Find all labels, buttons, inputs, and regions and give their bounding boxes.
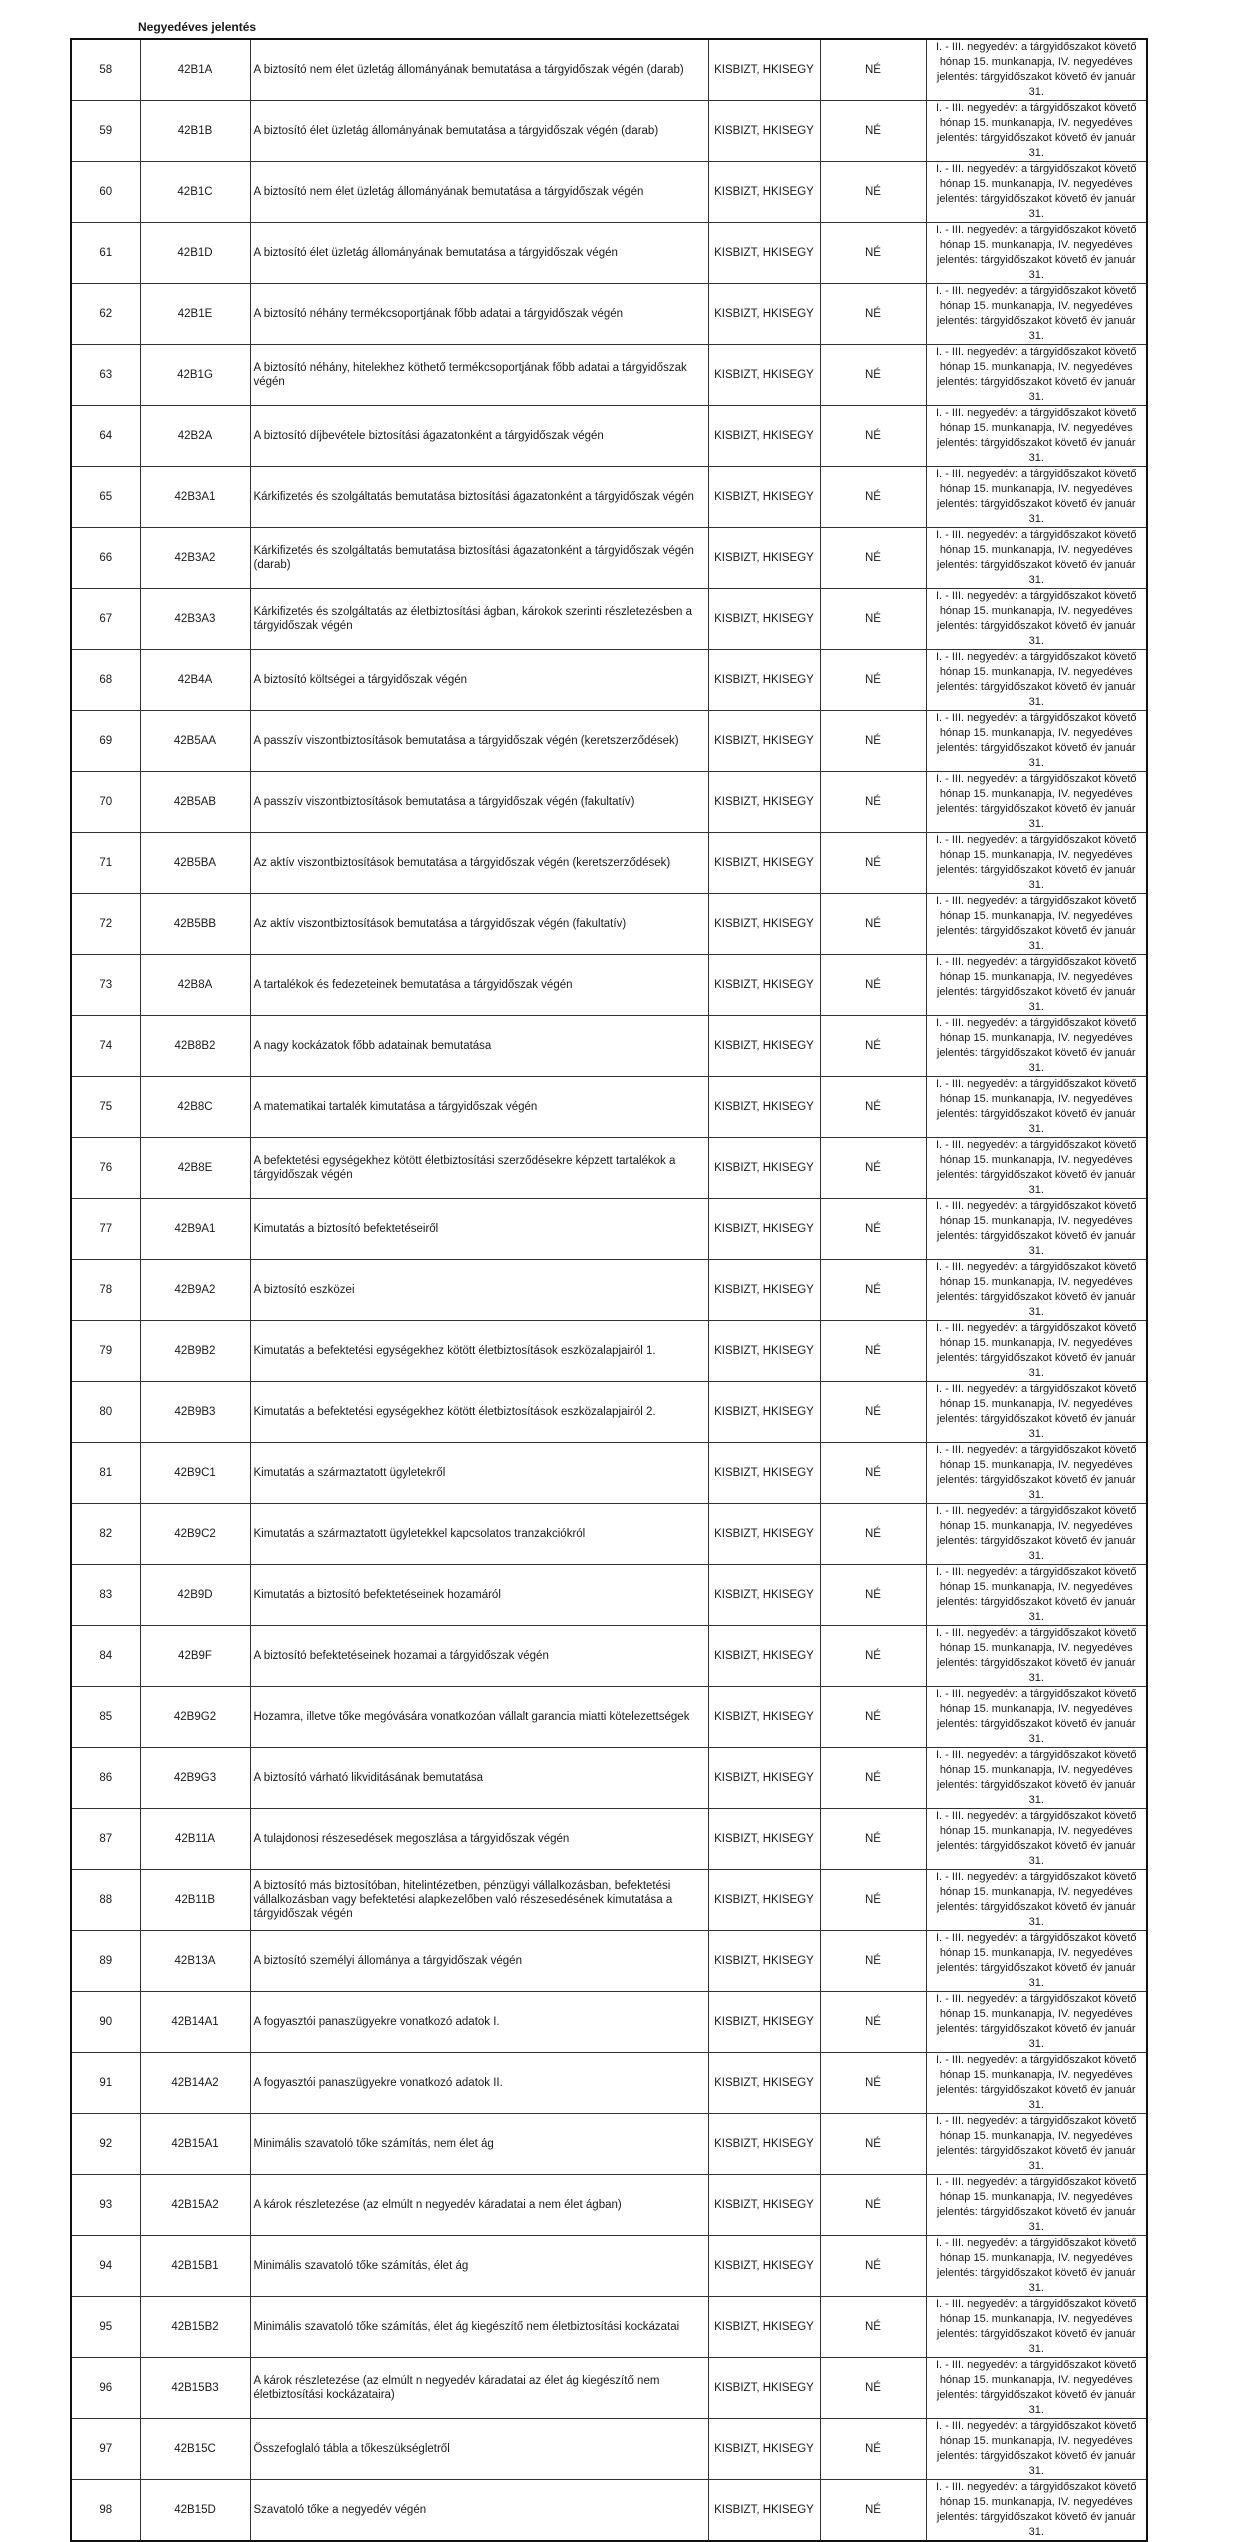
description-cell: Hozamra, illetve tőke megóvására vonatkozóan vállalt garancia miatti kötelezettségek	[250, 1687, 708, 1748]
description-cell: A fogyasztói panaszügyekre vonatkozó adatok I.	[250, 1992, 708, 2053]
row-number-cell: 64	[71, 406, 140, 467]
deadline-cell: I. - III. negyedév: a tárgyidőszakot követő hónap 15. munkanapja, IV. negyedéves jelentés: tárgyidőszakot követő év január 31.	[926, 1443, 1147, 1504]
system-cell: KISBIZT, HKISEGY	[708, 101, 820, 162]
ne-cell: NÉ	[820, 101, 926, 162]
row-number-cell: 88	[71, 1870, 140, 1931]
description-cell: Kimutatás a befektetési egységekhez kötött életbiztosítások eszközalapjairól 2.	[250, 1382, 708, 1443]
row-number-cell: 89	[71, 1931, 140, 1992]
system-cell: KISBIZT, HKISEGY	[708, 1382, 820, 1443]
table-row	[71, 1809, 1147, 1870]
ne-cell: NÉ	[820, 2114, 926, 2175]
deadline-cell: I. - III. negyedév: a tárgyidőszakot követő hónap 15. munkanapja, IV. negyedéves jelentés: tárgyidőszakot követő év január 31.	[926, 2114, 1147, 2175]
description-cell: A károk részletezése (az elmúlt n negyedév káradatai az élet ág kiegészítő nem életbiztosítási kockázataira)	[250, 2358, 708, 2419]
deadline-cell: I. - III. negyedév: a tárgyidőszakot követő hónap 15. munkanapja, IV. negyedéves jelentés: tárgyidőszakot követő év január 31.	[926, 1870, 1147, 1931]
ne-cell: NÉ	[820, 1321, 926, 1382]
ne-cell: NÉ	[820, 2297, 926, 2358]
ne-cell: NÉ	[820, 1260, 926, 1321]
description-cell: A biztosító más biztosítóban, hitelintézetben, pénzügyi vállalkozásban, befektetési vállalkozásban vagy befektetési alapkezelőben való részesedésének kimutatása a tárgyidőszak végén	[250, 1870, 708, 1931]
report-table-body	[71, 39, 1147, 2541]
ne-cell: NÉ	[820, 833, 926, 894]
deadline-cell: I. - III. negyedév: a tárgyidőszakot követő hónap 15. munkanapja, IV. negyedéves jelentés: tárgyidőszakot követő év január 31.	[926, 2236, 1147, 2297]
table-row	[71, 2236, 1147, 2297]
deadline-cell: I. - III. negyedév: a tárgyidőszakot követő hónap 15. munkanapja, IV. negyedéves jelentés: tárgyidőszakot követő év január 31.	[926, 2419, 1147, 2480]
row-number-cell: 95	[71, 2297, 140, 2358]
row-number-cell: 68	[71, 650, 140, 711]
table-row	[71, 284, 1147, 345]
table-code-cell: 42B8C	[140, 1077, 250, 1138]
table-row	[71, 1504, 1147, 1565]
deadline-cell: I. - III. negyedév: a tárgyidőszakot követő hónap 15. munkanapja, IV. negyedéves jelentés: tárgyidőszakot követő év január 31.	[926, 1260, 1147, 1321]
table-row	[71, 467, 1147, 528]
row-number-cell: 79	[71, 1321, 140, 1382]
table-code-cell: 42B1G	[140, 345, 250, 406]
description-cell: Minimális szavatoló tőke számítás, élet ág	[250, 2236, 708, 2297]
table-row	[71, 2297, 1147, 2358]
deadline-cell: I. - III. negyedév: a tárgyidőszakot követő hónap 15. munkanapja, IV. negyedéves jelentés: tárgyidőszakot követő év január 31.	[926, 1931, 1147, 1992]
row-number-cell: 85	[71, 1687, 140, 1748]
row-number-cell: 63	[71, 345, 140, 406]
row-number-cell: 83	[71, 1565, 140, 1626]
table-code-cell: 42B9B3	[140, 1382, 250, 1443]
description-cell: Minimális szavatoló tőke számítás, nem élet ág	[250, 2114, 708, 2175]
system-cell: KISBIZT, HKISEGY	[708, 650, 820, 711]
table-row	[71, 162, 1147, 223]
row-number-cell: 91	[71, 2053, 140, 2114]
row-number-cell: 60	[71, 162, 140, 223]
table-row	[71, 528, 1147, 589]
system-cell: KISBIZT, HKISEGY	[708, 833, 820, 894]
row-number-cell: 96	[71, 2358, 140, 2419]
ne-cell: NÉ	[820, 284, 926, 345]
deadline-cell: I. - III. negyedév: a tárgyidőszakot követő hónap 15. munkanapja, IV. negyedéves jelentés: tárgyidőszakot követő év január 31.	[926, 1809, 1147, 1870]
row-number-cell: 75	[71, 1077, 140, 1138]
description-cell: Kimutatás a származtatott ügyletekkel kapcsolatos tranzakciókról	[250, 1504, 708, 1565]
table-row	[71, 2419, 1147, 2480]
table-row	[71, 2114, 1147, 2175]
ne-cell: NÉ	[820, 1199, 926, 1260]
table-row	[71, 1748, 1147, 1809]
table-code-cell: 42B15B2	[140, 2297, 250, 2358]
row-number-cell: 86	[71, 1748, 140, 1809]
deadline-cell: I. - III. negyedév: a tárgyidőszakot követő hónap 15. munkanapja, IV. negyedéves jelentés: tárgyidőszakot követő év január 31.	[926, 1199, 1147, 1260]
deadline-cell: I. - III. negyedév: a tárgyidőszakot követő hónap 15. munkanapja, IV. negyedéves jelentés: tárgyidőszakot követő év január 31.	[926, 711, 1147, 772]
deadline-cell: I. - III. negyedév: a tárgyidőszakot követő hónap 15. munkanapja, IV. negyedéves jelentés: tárgyidőszakot követő év január 31.	[926, 39, 1147, 101]
table-row	[71, 345, 1147, 406]
row-number-cell: 62	[71, 284, 140, 345]
system-cell: KISBIZT, HKISEGY	[708, 467, 820, 528]
system-cell: KISBIZT, HKISEGY	[708, 1321, 820, 1382]
ne-cell: NÉ	[820, 1382, 926, 1443]
row-number-cell: 76	[71, 1138, 140, 1199]
deadline-cell: I. - III. negyedév: a tárgyidőszakot követő hónap 15. munkanapja, IV. negyedéves jelentés: tárgyidőszakot követő év január 31.	[926, 284, 1147, 345]
deadline-cell: I. - III. negyedév: a tárgyidőszakot követő hónap 15. munkanapja, IV. negyedéves jelentés: tárgyidőszakot követő év január 31.	[926, 894, 1147, 955]
table-row	[71, 589, 1147, 650]
table-code-cell: 42B9B2	[140, 1321, 250, 1382]
deadline-cell: I. - III. negyedév: a tárgyidőszakot követő hónap 15. munkanapja, IV. negyedéves jelentés: tárgyidőszakot követő év január 31.	[926, 223, 1147, 284]
ne-cell: NÉ	[820, 2358, 926, 2419]
deadline-cell: I. - III. negyedév: a tárgyidőszakot követő hónap 15. munkanapja, IV. negyedéves jelentés: tárgyidőszakot követő év január 31.	[926, 1504, 1147, 1565]
system-cell: KISBIZT, HKISEGY	[708, 528, 820, 589]
description-cell: A biztosító nem élet üzletág állományának bemutatása a tárgyidőszak végén (darab)	[250, 39, 708, 101]
table-row	[71, 2053, 1147, 2114]
ne-cell: NÉ	[820, 162, 926, 223]
table-code-cell: 42B11A	[140, 1809, 250, 1870]
ne-cell: NÉ	[820, 894, 926, 955]
table-row	[71, 1687, 1147, 1748]
deadline-cell: I. - III. negyedév: a tárgyidőszakot követő hónap 15. munkanapja, IV. negyedéves jelentés: tárgyidőszakot követő év január 31.	[926, 1992, 1147, 2053]
table-row	[71, 955, 1147, 1016]
system-cell: KISBIZT, HKISEGY	[708, 711, 820, 772]
table-code-cell: 42B1D	[140, 223, 250, 284]
system-cell: KISBIZT, HKISEGY	[708, 1504, 820, 1565]
deadline-cell: I. - III. negyedév: a tárgyidőszakot követő hónap 15. munkanapja, IV. negyedéves jelentés: tárgyidőszakot követő év január 31.	[926, 345, 1147, 406]
system-cell: KISBIZT, HKISEGY	[708, 1931, 820, 1992]
row-number-cell: 81	[71, 1443, 140, 1504]
row-number-cell: 98	[71, 2480, 140, 2542]
system-cell: KISBIZT, HKISEGY	[708, 223, 820, 284]
table-row	[71, 1138, 1147, 1199]
table-row	[71, 650, 1147, 711]
deadline-cell: I. - III. negyedév: a tárgyidőszakot követő hónap 15. munkanapja, IV. negyedéves jelentés: tárgyidőszakot követő év január 31.	[926, 1565, 1147, 1626]
table-code-cell: 42B9A2	[140, 1260, 250, 1321]
system-cell: KISBIZT, HKISEGY	[708, 1626, 820, 1687]
table-row	[71, 1565, 1147, 1626]
ne-cell: NÉ	[820, 1565, 926, 1626]
system-cell: KISBIZT, HKISEGY	[708, 406, 820, 467]
description-cell: Kárkifizetés és szolgáltatás bemutatása biztosítási ágazatonként a tárgyidőszak végén (darab)	[250, 528, 708, 589]
row-number-cell: 65	[71, 467, 140, 528]
ne-cell: NÉ	[820, 223, 926, 284]
ne-cell: NÉ	[820, 2053, 926, 2114]
system-cell: KISBIZT, HKISEGY	[708, 894, 820, 955]
table-code-cell: 42B15D	[140, 2480, 250, 2542]
table-code-cell: 42B15B3	[140, 2358, 250, 2419]
table-code-cell: 42B9C1	[140, 1443, 250, 1504]
ne-cell: NÉ	[820, 1077, 926, 1138]
table-row	[71, 1992, 1147, 2053]
row-number-cell: 69	[71, 711, 140, 772]
system-cell: KISBIZT, HKISEGY	[708, 162, 820, 223]
ne-cell: NÉ	[820, 1931, 926, 1992]
description-cell: A biztosító élet üzletág állományának bemutatása a tárgyidőszak végén	[250, 223, 708, 284]
table-code-cell: 42B3A3	[140, 589, 250, 650]
deadline-cell: I. - III. negyedév: a tárgyidőszakot követő hónap 15. munkanapja, IV. negyedéves jelentés: tárgyidőszakot követő év január 31.	[926, 589, 1147, 650]
description-cell: A fogyasztói panaszügyekre vonatkozó adatok II.	[250, 2053, 708, 2114]
table-row	[71, 101, 1147, 162]
table-code-cell: 42B9C2	[140, 1504, 250, 1565]
row-number-cell: 58	[71, 39, 140, 101]
description-cell: A biztosító néhány termékcsoportjának főbb adatai a tárgyidőszak végén	[250, 284, 708, 345]
ne-cell: NÉ	[820, 1870, 926, 1931]
table-code-cell: 42B2A	[140, 406, 250, 467]
system-cell: KISBIZT, HKISEGY	[708, 1260, 820, 1321]
description-cell: Szavatoló tőke a negyedév végén	[250, 2480, 708, 2542]
ne-cell: NÉ	[820, 2236, 926, 2297]
table-code-cell: 42B14A1	[140, 1992, 250, 2053]
table-code-cell: 42B15C	[140, 2419, 250, 2480]
system-cell: KISBIZT, HKISEGY	[708, 2053, 820, 2114]
row-number-cell: 67	[71, 589, 140, 650]
system-cell: KISBIZT, HKISEGY	[708, 1199, 820, 1260]
table-code-cell: 42B5AB	[140, 772, 250, 833]
system-cell: KISBIZT, HKISEGY	[708, 1687, 820, 1748]
deadline-cell: I. - III. negyedév: a tárgyidőszakot követő hónap 15. munkanapja, IV. negyedéves jelentés: tárgyidőszakot követő év január 31.	[926, 467, 1147, 528]
ne-cell: NÉ	[820, 1504, 926, 1565]
table-row	[71, 1382, 1147, 1443]
description-cell: Összefoglaló tábla a tőkeszükségletről	[250, 2419, 708, 2480]
system-cell: KISBIZT, HKISEGY	[708, 772, 820, 833]
deadline-cell: I. - III. negyedév: a tárgyidőszakot követő hónap 15. munkanapja, IV. negyedéves jelentés: tárgyidőszakot követő év január 31.	[926, 1382, 1147, 1443]
row-number-cell: 77	[71, 1199, 140, 1260]
deadline-cell: I. - III. negyedév: a tárgyidőszakot követő hónap 15. munkanapja, IV. negyedéves jelentés: tárgyidőszakot követő év január 31.	[926, 2480, 1147, 2542]
table-code-cell: 42B8E	[140, 1138, 250, 1199]
table-row	[71, 1260, 1147, 1321]
description-cell: Az aktív viszontbiztosítások bemutatása a tárgyidőszak végén (fakultatív)	[250, 894, 708, 955]
row-number-cell: 84	[71, 1626, 140, 1687]
ne-cell: NÉ	[820, 1016, 926, 1077]
system-cell: KISBIZT, HKISEGY	[708, 1138, 820, 1199]
table-row	[71, 2480, 1147, 2542]
deadline-cell: I. - III. negyedév: a tárgyidőszakot követő hónap 15. munkanapja, IV. negyedéves jelentés: tárgyidőszakot követő év január 31.	[926, 772, 1147, 833]
deadline-cell: I. - III. negyedév: a tárgyidőszakot követő hónap 15. munkanapja, IV. negyedéves jelentés: tárgyidőszakot követő év január 31.	[926, 2297, 1147, 2358]
table-code-cell: 42B5AA	[140, 711, 250, 772]
system-cell: KISBIZT, HKISEGY	[708, 2175, 820, 2236]
ne-cell: NÉ	[820, 345, 926, 406]
ne-cell: NÉ	[820, 406, 926, 467]
deadline-cell: I. - III. negyedév: a tárgyidőszakot követő hónap 15. munkanapja, IV. negyedéves jelentés: tárgyidőszakot követő év január 31.	[926, 833, 1147, 894]
row-number-cell: 66	[71, 528, 140, 589]
description-cell: A biztosító személyi állománya a tárgyidőszak végén	[250, 1931, 708, 1992]
table-code-cell: 42B9D	[140, 1565, 250, 1626]
table-code-cell: 42B5BA	[140, 833, 250, 894]
deadline-cell: I. - III. negyedév: a tárgyidőszakot követő hónap 15. munkanapja, IV. negyedéves jelentés: tárgyidőszakot követő év január 31.	[926, 1138, 1147, 1199]
system-cell: KISBIZT, HKISEGY	[708, 345, 820, 406]
ne-cell: NÉ	[820, 650, 926, 711]
table-code-cell: 42B15B1	[140, 2236, 250, 2297]
description-cell: Kárkifizetés és szolgáltatás az életbiztosítási ágban, károkok szerinti részletezésben a tárgyidőszak végén	[250, 589, 708, 650]
description-cell: Kimutatás a biztosító befektetéseinek hozamáról	[250, 1565, 708, 1626]
row-number-cell: 93	[71, 2175, 140, 2236]
ne-cell: NÉ	[820, 2419, 926, 2480]
description-cell: A nagy kockázatok főbb adatainak bemutatása	[250, 1016, 708, 1077]
table-code-cell: 42B1C	[140, 162, 250, 223]
ne-cell: NÉ	[820, 1687, 926, 1748]
deadline-cell: I. - III. negyedév: a tárgyidőszakot követő hónap 15. munkanapja, IV. negyedéves jelentés: tárgyidőszakot követő év január 31.	[926, 2358, 1147, 2419]
table-code-cell: 42B13A	[140, 1931, 250, 1992]
table-row	[71, 406, 1147, 467]
table-row	[71, 2358, 1147, 2419]
system-cell: KISBIZT, HKISEGY	[708, 589, 820, 650]
ne-cell: NÉ	[820, 1992, 926, 2053]
report-table	[70, 38, 1148, 2542]
ne-cell: NÉ	[820, 2480, 926, 2542]
table-row	[71, 1870, 1147, 1931]
deadline-cell: I. - III. negyedév: a tárgyidőszakot követő hónap 15. munkanapja, IV. negyedéves jelentés: tárgyidőszakot követő év január 31.	[926, 162, 1147, 223]
ne-cell: NÉ	[820, 711, 926, 772]
row-number-cell: 70	[71, 772, 140, 833]
table-code-cell: 42B5BB	[140, 894, 250, 955]
table-code-cell: 42B11B	[140, 1870, 250, 1931]
system-cell: KISBIZT, HKISEGY	[708, 2236, 820, 2297]
description-cell: A károk részletezése (az elmúlt n negyedév káradatai a nem élet ágban)	[250, 2175, 708, 2236]
table-code-cell: 42B1B	[140, 101, 250, 162]
deadline-cell: I. - III. negyedév: a tárgyidőszakot követő hónap 15. munkanapja, IV. negyedéves jelentés: tárgyidőszakot követő év január 31.	[926, 650, 1147, 711]
description-cell: A biztosító várható likviditásának bemutatása	[250, 1748, 708, 1809]
deadline-cell: I. - III. negyedév: a tárgyidőszakot követő hónap 15. munkanapja, IV. negyedéves jelentés: tárgyidőszakot követő év január 31.	[926, 1687, 1147, 1748]
row-number-cell: 87	[71, 1809, 140, 1870]
description-cell: A biztosító néhány, hitelekhez köthető termékcsoportjának főbb adatai a tárgyidőszak végén	[250, 345, 708, 406]
deadline-cell: I. - III. negyedév: a tárgyidőszakot követő hónap 15. munkanapja, IV. negyedéves jelentés: tárgyidőszakot követő év január 31.	[926, 528, 1147, 589]
ne-cell: NÉ	[820, 589, 926, 650]
description-cell: A biztosító nem élet üzletág állományának bemutatása a tárgyidőszak végén	[250, 162, 708, 223]
row-number-cell: 92	[71, 2114, 140, 2175]
description-cell: A biztosító befektetéseinek hozamai a tárgyidőszak végén	[250, 1626, 708, 1687]
table-code-cell: 42B4A	[140, 650, 250, 711]
system-cell: KISBIZT, HKISEGY	[708, 2419, 820, 2480]
deadline-cell: I. - III. negyedév: a tárgyidőszakot követő hónap 15. munkanapja, IV. negyedéves jelentés: tárgyidőszakot követő év január 31.	[926, 1016, 1147, 1077]
table-row	[71, 1443, 1147, 1504]
table-row	[71, 1931, 1147, 1992]
table-row	[71, 833, 1147, 894]
system-cell: KISBIZT, HKISEGY	[708, 1809, 820, 1870]
table-code-cell: 42B3A2	[140, 528, 250, 589]
table-row	[71, 711, 1147, 772]
row-number-cell: 90	[71, 1992, 140, 2053]
description-cell: A biztosító élet üzletág állományának bemutatása a tárgyidőszak végén (darab)	[250, 101, 708, 162]
deadline-cell: I. - III. negyedév: a tárgyidőszakot követő hónap 15. munkanapja, IV. negyedéves jelentés: tárgyidőszakot követő év január 31.	[926, 2053, 1147, 2114]
description-cell: A biztosító díjbevétele biztosítási ágazatonként a tárgyidőszak végén	[250, 406, 708, 467]
ne-cell: NÉ	[820, 1138, 926, 1199]
system-cell: KISBIZT, HKISEGY	[708, 2297, 820, 2358]
table-row	[71, 1016, 1147, 1077]
table-row	[71, 1626, 1147, 1687]
table-code-cell: 42B9G2	[140, 1687, 250, 1748]
page-title: Negyedéves jelentés	[138, 20, 257, 34]
ne-cell: NÉ	[820, 39, 926, 101]
row-number-cell: 97	[71, 2419, 140, 2480]
table-code-cell: 42B15A2	[140, 2175, 250, 2236]
row-number-cell: 59	[71, 101, 140, 162]
system-cell: KISBIZT, HKISEGY	[708, 1870, 820, 1931]
row-number-cell: 72	[71, 894, 140, 955]
table-code-cell: 42B9G3	[140, 1748, 250, 1809]
description-cell: A passzív viszontbiztosítások bemutatása a tárgyidőszak végén (keretszerződések)	[250, 711, 708, 772]
table-row	[71, 39, 1147, 101]
description-cell: Minimális szavatoló tőke számítás, élet ág kiegészítő nem életbiztosítási kockázatai	[250, 2297, 708, 2358]
system-cell: KISBIZT, HKISEGY	[708, 39, 820, 101]
deadline-cell: I. - III. negyedév: a tárgyidőszakot követő hónap 15. munkanapja, IV. negyedéves jelentés: tárgyidőszakot követő év január 31.	[926, 406, 1147, 467]
table-row	[71, 894, 1147, 955]
system-cell: KISBIZT, HKISEGY	[708, 1077, 820, 1138]
system-cell: KISBIZT, HKISEGY	[708, 1565, 820, 1626]
ne-cell: NÉ	[820, 1809, 926, 1870]
table-code-cell: 42B14A2	[140, 2053, 250, 2114]
table-code-cell: 42B1E	[140, 284, 250, 345]
deadline-cell: I. - III. negyedév: a tárgyidőszakot követő hónap 15. munkanapja, IV. negyedéves jelentés: tárgyidőszakot követő év január 31.	[926, 1321, 1147, 1382]
system-cell: KISBIZT, HKISEGY	[708, 1443, 820, 1504]
description-cell: Kimutatás a befektetési egységekhez kötött életbiztosítások eszközalapjairól 1.	[250, 1321, 708, 1382]
row-number-cell: 73	[71, 955, 140, 1016]
row-number-cell: 80	[71, 1382, 140, 1443]
ne-cell: NÉ	[820, 467, 926, 528]
system-cell: KISBIZT, HKISEGY	[708, 2480, 820, 2542]
description-cell: A tulajdonosi részesedések megoszlása a tárgyidőszak végén	[250, 1809, 708, 1870]
row-number-cell: 78	[71, 1260, 140, 1321]
ne-cell: NÉ	[820, 772, 926, 833]
table-row	[71, 223, 1147, 284]
deadline-cell: I. - III. negyedév: a tárgyidőszakot követő hónap 15. munkanapja, IV. negyedéves jelentés: tárgyidőszakot követő év január 31.	[926, 101, 1147, 162]
table-code-cell: 42B1A	[140, 39, 250, 101]
description-cell: A tartalékok és fedezeteinek bemutatása a tárgyidőszak végén	[250, 955, 708, 1016]
description-cell: Az aktív viszontbiztosítások bemutatása a tárgyidőszak végén (keretszerződések)	[250, 833, 708, 894]
description-cell: A biztosító eszközei	[250, 1260, 708, 1321]
description-cell: A befektetési egységekhez kötött életbiztosítási szerződésekre képzett tartalékok a tárgyidőszak végén	[250, 1138, 708, 1199]
deadline-cell: I. - III. negyedév: a tárgyidőszakot követő hónap 15. munkanapja, IV. negyedéves jelentés: tárgyidőszakot követő év január 31.	[926, 955, 1147, 1016]
table-row	[71, 1321, 1147, 1382]
row-number-cell: 74	[71, 1016, 140, 1077]
system-cell: KISBIZT, HKISEGY	[708, 1992, 820, 2053]
ne-cell: NÉ	[820, 1443, 926, 1504]
description-cell: Kimutatás a biztosító befektetéseiről	[250, 1199, 708, 1260]
system-cell: KISBIZT, HKISEGY	[708, 2114, 820, 2175]
table-code-cell: 42B9A1	[140, 1199, 250, 1260]
description-cell: Kárkifizetés és szolgáltatás bemutatása biztosítási ágazatonként a tárgyidőszak végén	[250, 467, 708, 528]
system-cell: KISBIZT, HKISEGY	[708, 1016, 820, 1077]
system-cell: KISBIZT, HKISEGY	[708, 284, 820, 345]
system-cell: KISBIZT, HKISEGY	[708, 1748, 820, 1809]
description-cell: Kimutatás a származtatott ügyletekről	[250, 1443, 708, 1504]
system-cell: KISBIZT, HKISEGY	[708, 2358, 820, 2419]
description-cell: A passzív viszontbiztosítások bemutatása a tárgyidőszak végén (fakultatív)	[250, 772, 708, 833]
table-row	[71, 772, 1147, 833]
row-number-cell: 71	[71, 833, 140, 894]
deadline-cell: I. - III. negyedév: a tárgyidőszakot követő hónap 15. munkanapja, IV. negyedéves jelentés: tárgyidőszakot követő év január 31.	[926, 2175, 1147, 2236]
table-row	[71, 2175, 1147, 2236]
row-number-cell: 94	[71, 2236, 140, 2297]
ne-cell: NÉ	[820, 1748, 926, 1809]
deadline-cell: I. - III. negyedév: a tárgyidőszakot követő hónap 15. munkanapja, IV. negyedéves jelentés: tárgyidőszakot követő év január 31.	[926, 1077, 1147, 1138]
table-code-cell: 42B15A1	[140, 2114, 250, 2175]
table-code-cell: 42B9F	[140, 1626, 250, 1687]
table-code-cell: 42B3A1	[140, 467, 250, 528]
description-cell: A matematikai tartalék kimutatása a tárgyidőszak végén	[250, 1077, 708, 1138]
description-cell: A biztosító költségei a tárgyidőszak végén	[250, 650, 708, 711]
ne-cell: NÉ	[820, 1626, 926, 1687]
row-number-cell: 61	[71, 223, 140, 284]
system-cell: KISBIZT, HKISEGY	[708, 955, 820, 1016]
table-row	[71, 1077, 1147, 1138]
ne-cell: NÉ	[820, 528, 926, 589]
ne-cell: NÉ	[820, 2175, 926, 2236]
ne-cell: NÉ	[820, 955, 926, 1016]
table-code-cell: 42B8B2	[140, 1016, 250, 1077]
row-number-cell: 82	[71, 1504, 140, 1565]
table-row	[71, 1199, 1147, 1260]
deadline-cell: I. - III. negyedév: a tárgyidőszakot követő hónap 15. munkanapja, IV. negyedéves jelentés: tárgyidőszakot követő év január 31.	[926, 1748, 1147, 1809]
deadline-cell: I. - III. negyedév: a tárgyidőszakot követő hónap 15. munkanapja, IV. negyedéves jelentés: tárgyidőszakot követő év január 31.	[926, 1626, 1147, 1687]
table-code-cell: 42B8A	[140, 955, 250, 1016]
